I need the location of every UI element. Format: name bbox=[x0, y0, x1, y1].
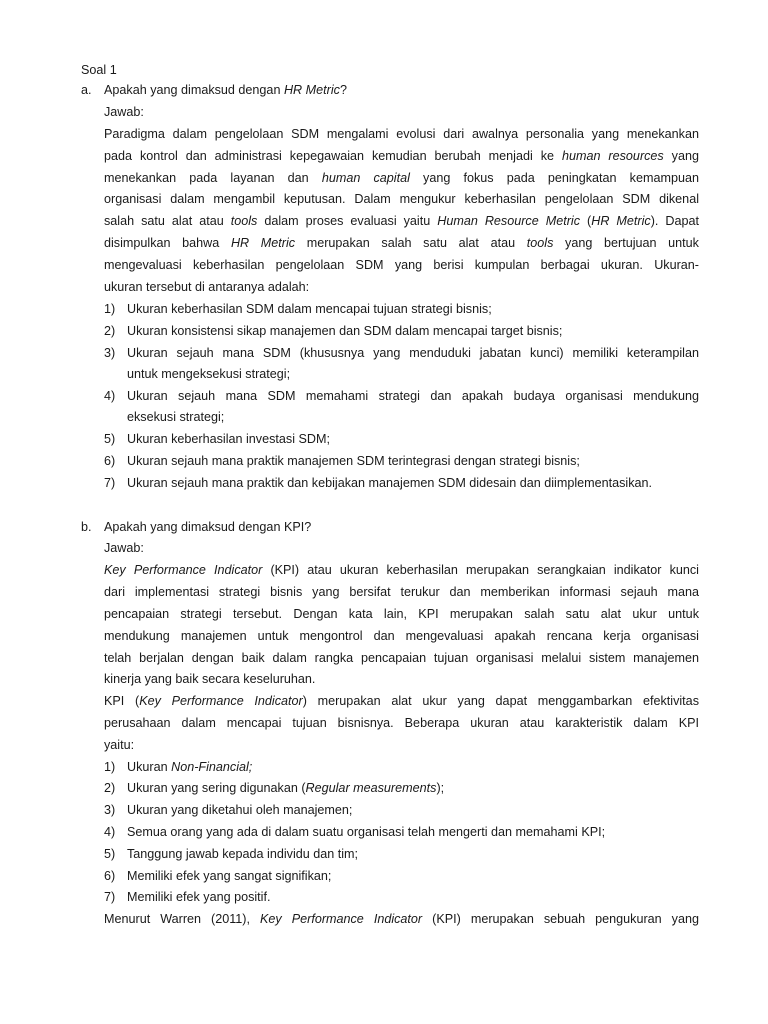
list-number: 1) bbox=[104, 760, 116, 774]
list-item: Tanggung jawab kepada individu dan tim; bbox=[127, 847, 359, 861]
list-item: Ukuran konsistensi sikap manajemen dan SDM dalam mencapai target bisnis; bbox=[127, 324, 563, 338]
doc-heading: Soal 1 bbox=[81, 63, 117, 77]
list-item-continuation: eksekusi strategi; bbox=[127, 410, 225, 424]
list-item: Semua orang yang ada di dalam suatu organisasi telah mengerti dan memahami KPI; bbox=[127, 825, 606, 839]
section-b-answer-label: Jawab: bbox=[104, 541, 144, 555]
section-a-marker: a. bbox=[81, 83, 92, 97]
list-number: 3) bbox=[104, 346, 116, 360]
paragraph-line: KPI (Key Performance Indicator) merupakan alat ukur yang dapat menggambarkan efektivitas bbox=[104, 694, 699, 708]
section-a-question: Apakah yang dimaksud dengan HR Metric? bbox=[104, 83, 347, 97]
paragraph-line: mengevaluasi keberhasilan pengelolaan SDM yang berisi kumpulan berbagai ukuran. Ukuran- bbox=[104, 258, 699, 272]
list-number: 1) bbox=[104, 302, 116, 316]
paragraph-line: kinerja yang baik secara keseluruhan. bbox=[104, 672, 316, 686]
paragraph-line: mendukung manajemen untuk mengontrol dan mengevaluasi apakah rencana kerja organisasi bbox=[104, 629, 699, 643]
section-b-question: Apakah yang dimaksud dengan KPI? bbox=[104, 520, 312, 534]
list-number: 2) bbox=[104, 324, 116, 338]
paragraph-line: menekankan pada layanan dan human capital yang fokus pada peningkatan kemampuan bbox=[104, 171, 699, 185]
list-item: Memiliki efek yang sangat signifikan; bbox=[127, 869, 332, 883]
paragraph-line: Paradigma dalam pengelolaan SDM mengalami evolusi dari awalnya personalia yang menekankan bbox=[104, 127, 699, 141]
paragraph-line: Key Performance Indicator (KPI) atau ukuran keberhasilan merupakan serangkaian indikator kunci bbox=[104, 563, 699, 577]
list-number: 5) bbox=[104, 847, 116, 861]
paragraph-line: yaitu: bbox=[104, 738, 135, 752]
list-number: 2) bbox=[104, 781, 116, 795]
section-a-answer-label: Jawab: bbox=[104, 105, 144, 119]
list-item: Ukuran sejauh mana praktik dan kebijakan manajemen SDM didesain dan diimplementasikan. bbox=[127, 476, 653, 490]
list-number: 7) bbox=[104, 890, 116, 904]
paragraph-line: disimpulkan bahwa HR Metric merupakan salah satu alat atau tools yang bertujuan untuk bbox=[104, 236, 699, 250]
list-number: 6) bbox=[104, 869, 116, 883]
list-item: Ukuran yang sering digunakan (Regular measurements); bbox=[127, 781, 445, 795]
list-number: 3) bbox=[104, 803, 116, 817]
paragraph-line: perusahaan dalam mencapai tujuan bisnisnya. Beberapa ukuran atau karakteristik dalam KPI bbox=[104, 716, 699, 730]
paragraph-line: salah satu alat atau tools dalam proses evaluasi yaitu Human Resource Metric (HR Metric). Dapat bbox=[104, 214, 699, 228]
paragraph-line: pada kontrol dan administrasi kepegawaian kemudian berubah menjadi ke human resources yang bbox=[104, 149, 699, 163]
list-item: Ukuran sejauh mana praktik manajemen SDM terintegrasi dengan strategi bisnis; bbox=[127, 454, 580, 468]
list-item: Ukuran keberhasilan SDM dalam mencapai tujuan strategi bisnis; bbox=[127, 302, 492, 316]
list-item: Ukuran keberhasilan investasi SDM; bbox=[127, 432, 330, 446]
list-item: Ukuran yang diketahui oleh manajemen; bbox=[127, 803, 353, 817]
paragraph-line: ukuran tersebut di antaranya adalah: bbox=[104, 280, 310, 294]
list-item-continuation: untuk mengeksekusi strategi; bbox=[127, 367, 291, 381]
list-number: 4) bbox=[104, 825, 116, 839]
list-item: Memiliki efek yang positif. bbox=[127, 890, 271, 904]
paragraph-line: Menurut Warren (2011), Key Performance Indicator (KPI) merupakan sebuah pengukuran yang bbox=[104, 912, 699, 926]
paragraph-line: organisasi dalam mengambil keputusan. Dalam mengukur keberhasilan pengelolaan SDM dikenal bbox=[104, 192, 699, 206]
list-item: Ukuran sejauh mana SDM (khususnya yang menduduki jabatan kunci) memiliki keterampilan bbox=[127, 346, 699, 360]
list-number: 6) bbox=[104, 454, 116, 468]
section-b-marker: b. bbox=[81, 520, 92, 534]
paragraph-line: telah berjalan dengan baik dalam rangka pencapaian tujuan organisasi melalui sistem manajemen bbox=[104, 651, 699, 665]
list-number: 7) bbox=[104, 476, 116, 490]
list-number: 4) bbox=[104, 389, 116, 403]
paragraph-line: pencapaian strategi tersebut. Dengan kata lain, KPI merupakan salah satu alat ukur untuk bbox=[104, 607, 699, 621]
list-number: 5) bbox=[104, 432, 116, 446]
paragraph-line: dari implementasi strategi bisnis yang bersifat terukur dan memberikan informasi sejauh mana bbox=[104, 585, 699, 599]
list-item: Ukuran Non-Financial; bbox=[127, 760, 253, 774]
list-item: Ukuran sejauh mana SDM memahami strategi dan apakah budaya organisasi mendukung bbox=[127, 389, 699, 403]
